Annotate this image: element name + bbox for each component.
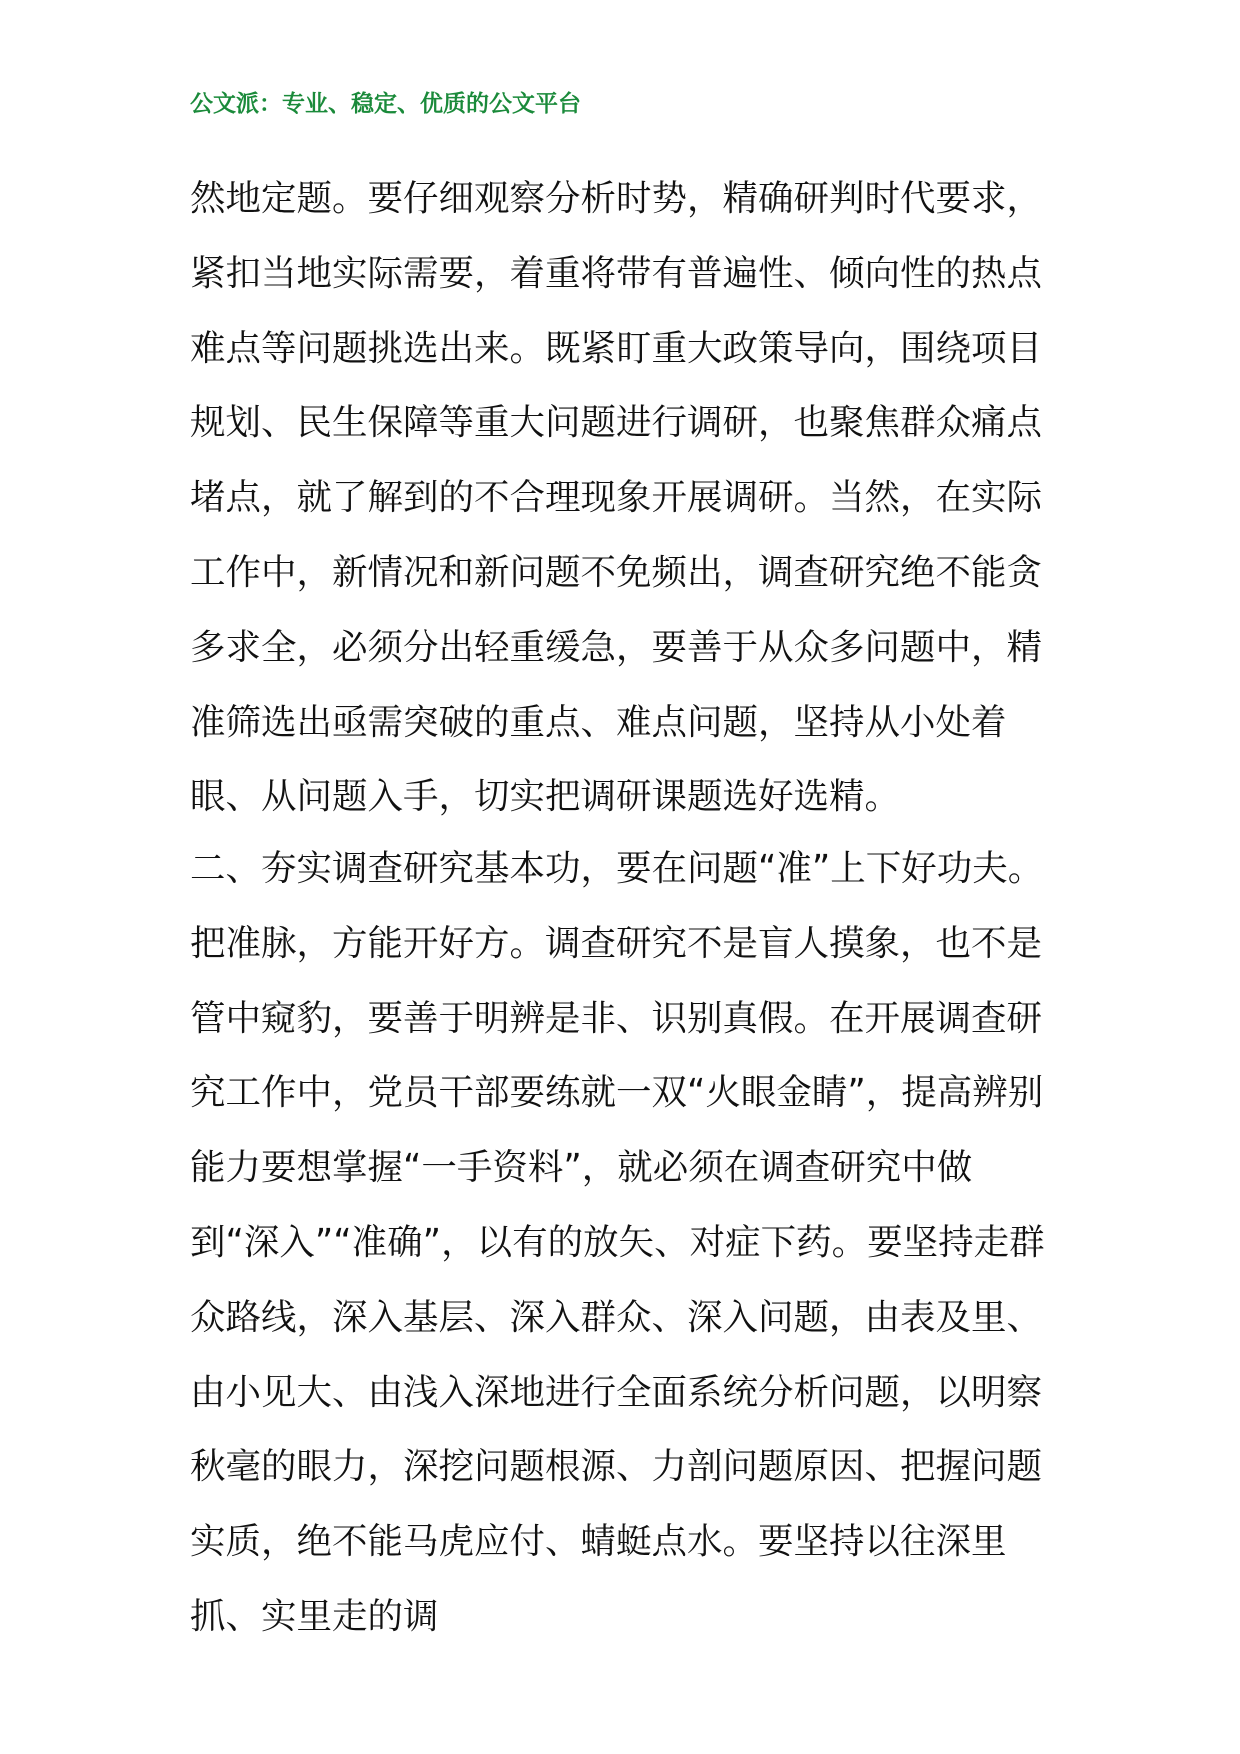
body-paragraph: 然地定题。要仔细观察分析时势，精确研判时代要求，紧扣当地实际需要，着重将带有普遍性、倾向性的热点难点等问题挑选出来。既紧盯重大政策导向，围绕项目规划、民生保障等重大问题进行调研，也聚焦群众痛点堵点，就了解到的不合理现象开展调研。当然，在实际工作中，新情况和新问题不免频出，调查研究绝不能贪多求全，必须分出轻重缓急，要善于从众多问题中，精准筛选出亟需突破的重点、难点问题，坚持从小处着眼、从问题入手，切实把调研课题选好选精。 [190,178,1043,818]
body-paragraph: 二、夯实调查研究基本功，要在问题“准”上下好功夫。把准脉，方能开好方。调查研究不是盲人摸象，也不是管中窥豹，要善于明辨是非、识别真假。在开展调查研究工作中，党员干部要练就一双“火眼金睛”，提高辨别能力要想掌握“一手资料”，就必须在调查研究中做到“深入”“准确”，以有的放矢、对症下药。要坚持走群众路线，深入基层、深入群众、深入问题，由表及里、由小见大、由浅入深地进行全面系统分析问题，以明察秋毫的眼力，深挖问题根源、力剖问题原因、把握问题实质，绝不能马虎应付、蜻蜓点水。要坚持以往深里抓、实里走的调 [190,848,1045,1637]
page-header: 公文派：专业、稳定、优质的公文平台 [190,91,581,117]
